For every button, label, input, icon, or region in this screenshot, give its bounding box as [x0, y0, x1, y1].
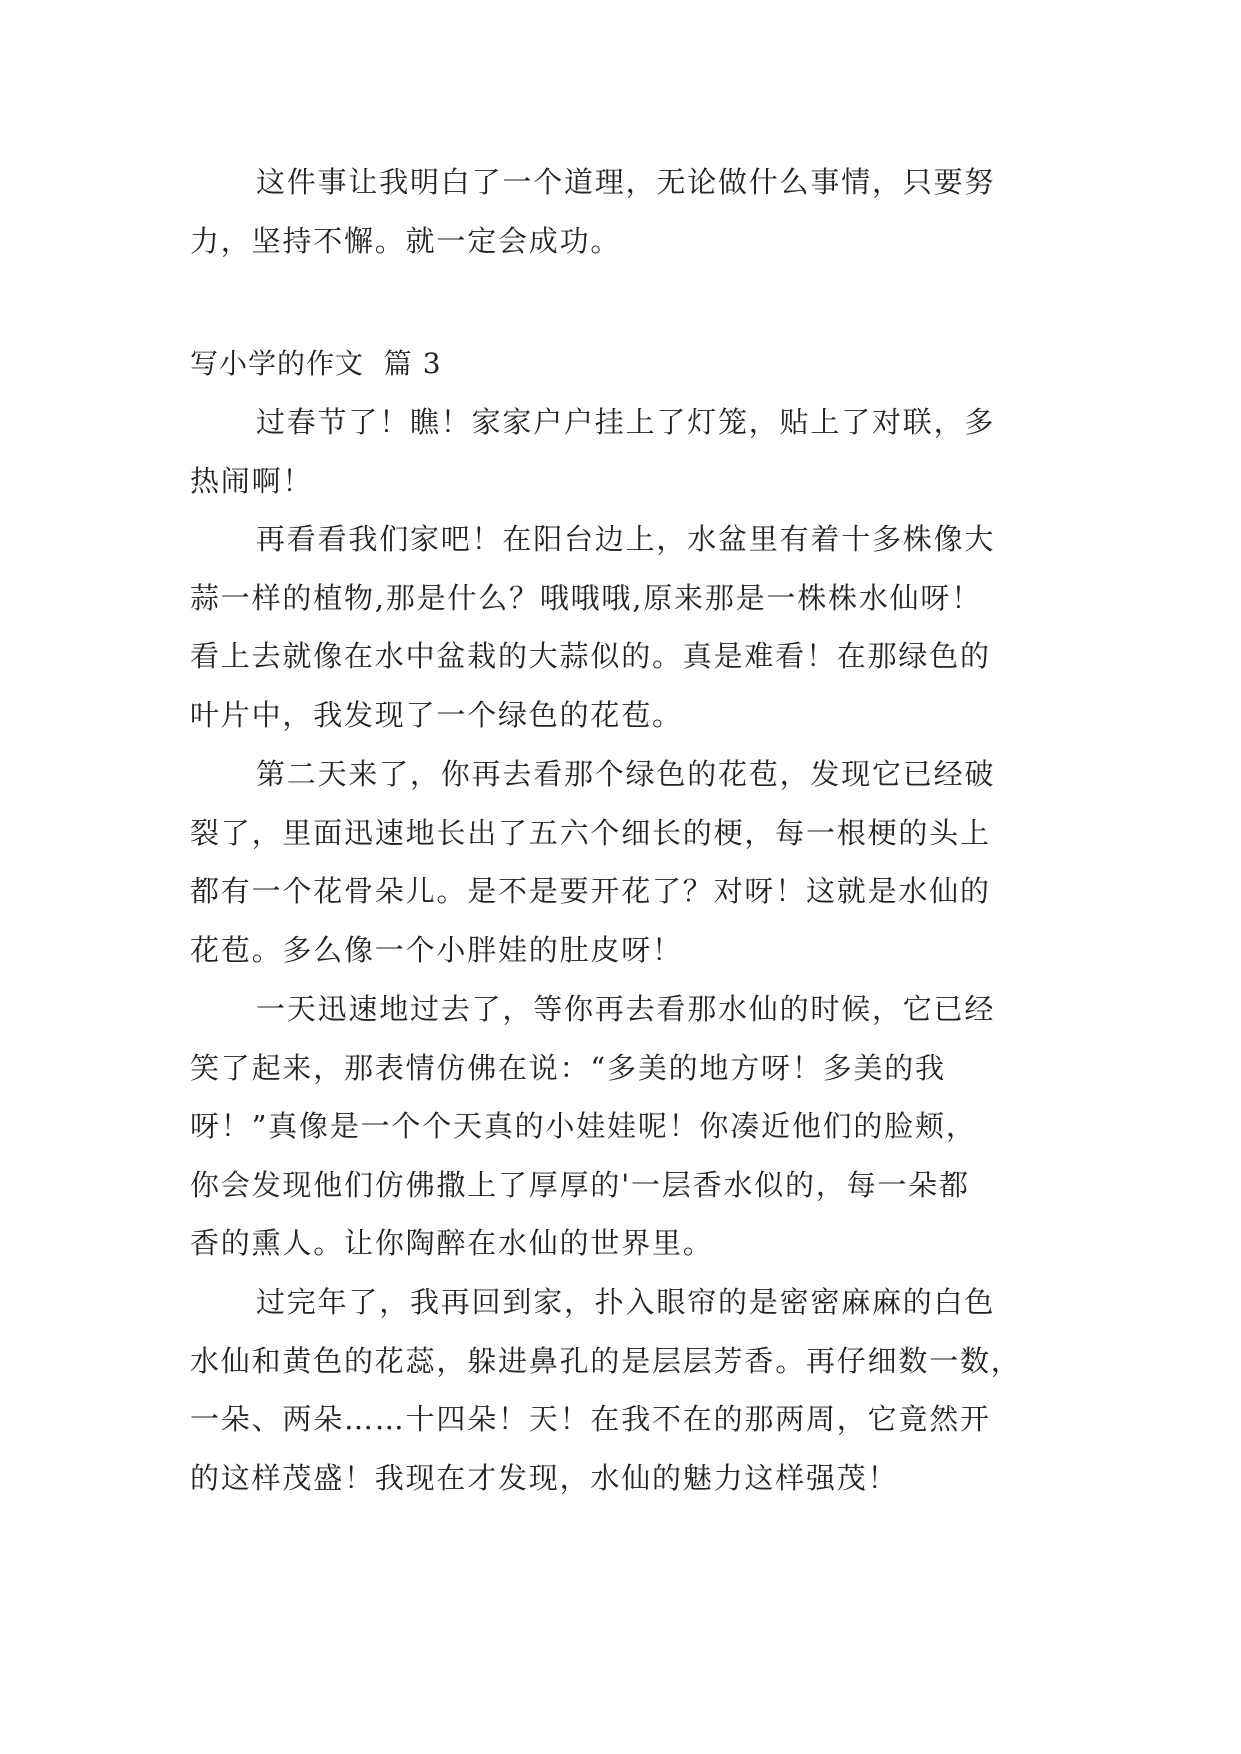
paragraph-2: [190, 510, 1060, 744]
text-line: 都有一个花骨朵儿。是不是要开花了？对呀！这就是水仙的: [190, 874, 991, 908]
text-line: 呀！”真像是一个个天真的小娃娃呢！你凑近他们的脸颊，: [190, 1109, 977, 1143]
text-line: 一天迅速地过去了，等你再去看那水仙的时候，它已经: [256, 992, 996, 1026]
text-line: 一朵、两朵……十四朵！天！在我不在的那两周，它竟然开: [190, 1402, 991, 1436]
paragraph-3: [190, 745, 1060, 979]
section-heading: 写小学的作文 篇 3: [190, 347, 442, 380]
intro-paragraph: [190, 153, 1060, 270]
text-line: 看上去就像在水中盆栽的大蒜似的。真是难看！在那绿色的: [190, 639, 991, 673]
paragraph-4: [190, 980, 1060, 1273]
text-line: 热闹啊！: [190, 463, 314, 498]
text-line: 叶片中，我发现了一个绿色的花苞。: [190, 697, 683, 732]
text-line: 水仙和黄色的花蕊，躲进鼻孔的是层层芳香。再仔细数一数，: [190, 1343, 1022, 1378]
text-line: 笑了起来，那表情仿佛在说：“多美的地方呀！多美的我: [190, 1050, 946, 1085]
text-line: 第二天来了，你再去看那个绿色的花苞，发现它已经破: [256, 757, 996, 791]
text-line: 裂了，里面迅速地长出了五六个细长的梗，每一根梗的头上: [190, 815, 991, 850]
text-line: 你会发现他们仿佛撒上了厚厚的'一层香水似的，每一朵都: [190, 1167, 970, 1202]
text-line: 花苞。多么像一个小胖娃的肚皮呀！: [190, 932, 683, 967]
text-line: 过完年了，我再回到家，扑入眼帘的是密密麻麻的白色: [256, 1285, 996, 1319]
text-line: 香的熏人。让你陶醉在水仙的世界里。: [190, 1226, 714, 1260]
text-line: 这件事让我明白了一个道理，无论做什么事情，只要努: [256, 165, 996, 199]
text-line: 再看看我们家吧！在阳台边上，水盆里有着十多株像大: [256, 522, 996, 556]
text-line: 蒜一样的植物,那是什么？哦哦哦,原来那是一株株水仙呀！: [190, 580, 983, 615]
paragraph-1: [190, 393, 1060, 510]
text-line: 力，坚持不懈。就一定会成功。: [190, 223, 622, 258]
text-line: 过春节了！瞧！家家户户挂上了灯笼，贴上了对联，多: [256, 405, 996, 439]
text-line: 的这样茂盛！我现在才发现，水仙的魅力这样强茂！: [190, 1460, 899, 1495]
paragraph-5: [190, 1273, 1060, 1507]
